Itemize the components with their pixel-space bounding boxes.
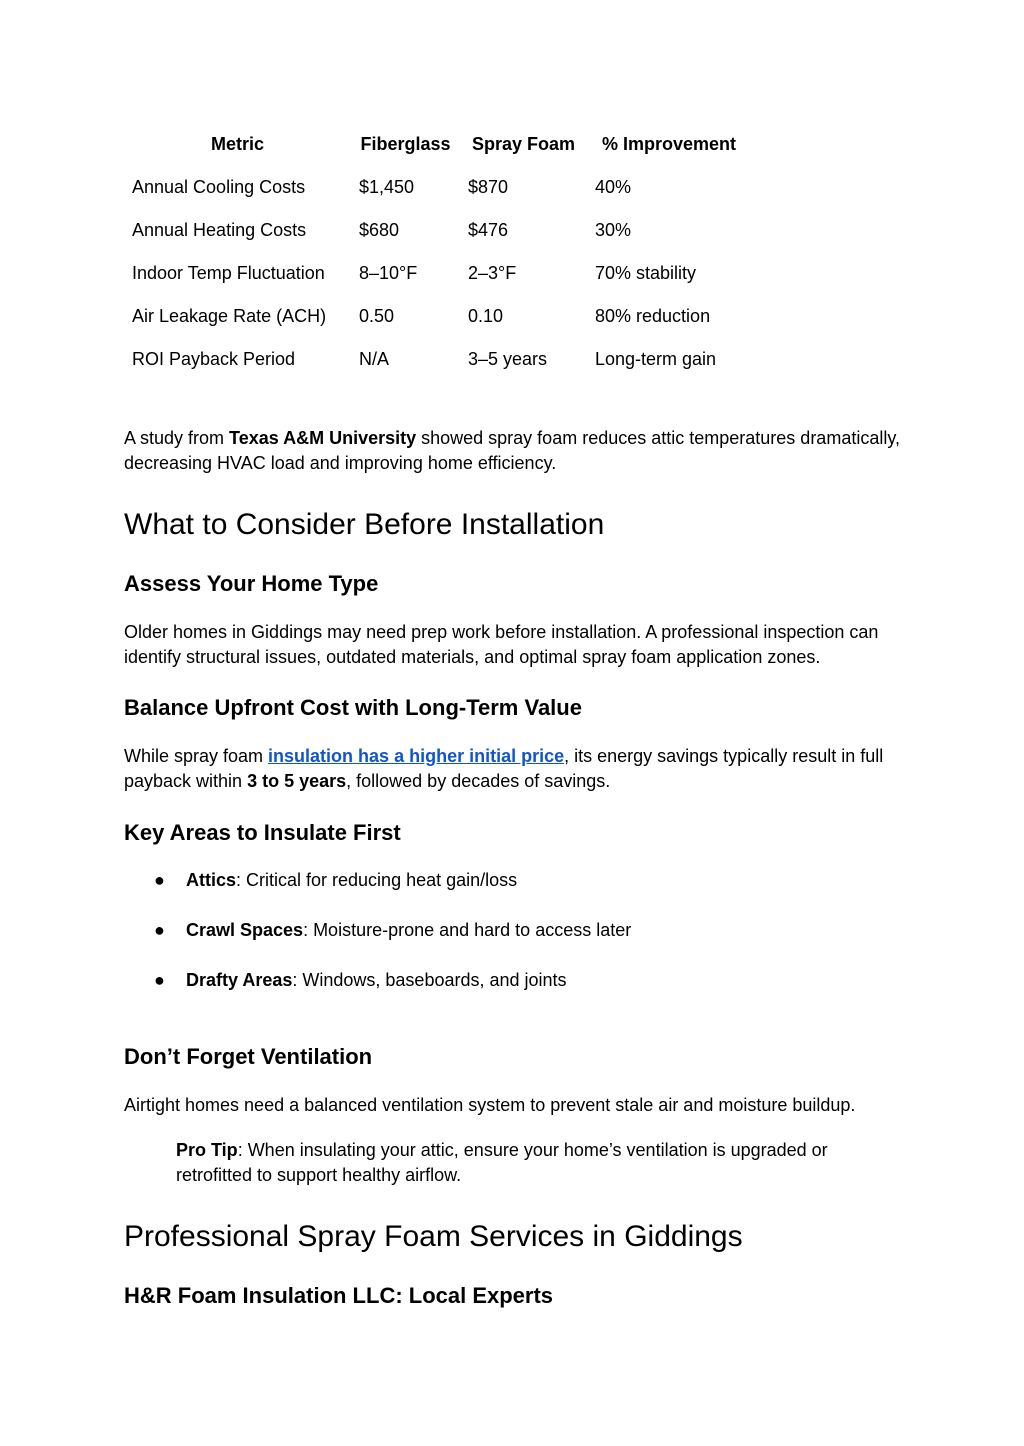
- cell-fiberglass: $1,450: [359, 177, 415, 197]
- payback-years: 3 to 5 years: [247, 771, 347, 791]
- list-item-desc: : Moisture-prone and hard to access later: [303, 920, 632, 940]
- ventilation-paragraph: Airtight homes need a balanced ventilation system to prevent stale air and moisture buildup.: [124, 1095, 856, 1115]
- list-item-desc: : Windows, baseboards, and joints: [292, 970, 567, 990]
- study-suffix: showed spray foam reduces attic temperatures dramatically, decreasing HVAC load and improving home efficiency.: [124, 428, 900, 473]
- pro-tip: [176, 1138, 856, 1188]
- list-item-term: Drafty Areas: [186, 970, 293, 990]
- header-metric: Metric: [210, 134, 264, 154]
- section-heading-services: Professional Spray Foam Services in Giddings: [124, 1220, 743, 1253]
- cell-improvement: 40%: [595, 177, 632, 197]
- cell-metric: Annual Heating Costs: [132, 220, 307, 240]
- list-item: [124, 868, 631, 918]
- cell-improvement: 80% reduction: [595, 306, 711, 326]
- bullet-icon: ●: [154, 920, 165, 940]
- subheading-assess: Assess Your Home Type: [124, 571, 379, 596]
- balance-prefix: While spray foam: [124, 746, 269, 766]
- table-row: [124, 166, 751, 209]
- cell-metric: ROI Payback Period: [132, 349, 296, 369]
- cell-improvement: Long-term gain: [595, 349, 717, 369]
- header-improvement: % Improvement: [601, 134, 737, 154]
- cell-spray-foam: 2–3°F: [468, 263, 517, 283]
- list-item-desc: : Critical for reducing heat gain/loss: [236, 870, 518, 890]
- assess-paragraph: Older homes in Giddings may need prep work before installation. A professional inspection can identify structural issues, outdated materials, and optimal spray foam application zones.: [124, 622, 879, 667]
- table-header-row: [124, 124, 751, 166]
- table-row: [124, 252, 751, 295]
- cell-spray-foam: 3–5 years: [468, 349, 548, 369]
- list-item-term: Attics: [186, 870, 237, 890]
- subheading-balance: Balance Upfront Cost with Long-Term Value: [124, 695, 582, 720]
- list-item-term: Crawl Spaces: [186, 920, 304, 940]
- cell-spray-foam: $870: [468, 177, 509, 197]
- list-item: [124, 968, 631, 1018]
- cell-improvement: 70% stability: [595, 263, 697, 283]
- table-row: [124, 338, 751, 381]
- cell-spray-foam: 0.10: [468, 306, 504, 326]
- balance-paragraph: [124, 744, 914, 794]
- cell-fiberglass: 0.50: [359, 306, 395, 326]
- header-spray-foam: Spray Foam: [471, 134, 576, 154]
- cell-fiberglass: N/A: [359, 349, 390, 369]
- cell-metric: Annual Cooling Costs: [132, 177, 306, 197]
- bullet-icon: ●: [154, 870, 165, 890]
- balance-suffix: , followed by decades of savings.: [346, 771, 611, 791]
- pro-tip-label: Pro Tip: [176, 1140, 238, 1160]
- balance-middle: , its energy savings typically result in full payback within: [124, 746, 884, 791]
- cell-improvement: 30%: [595, 220, 632, 240]
- subheading-ventilation: Don’t Forget Ventilation: [124, 1044, 373, 1069]
- table-row: [124, 295, 751, 338]
- table-row: [124, 209, 751, 252]
- bullet-icon: ●: [154, 970, 165, 990]
- key-areas-list: [124, 868, 631, 1018]
- header-fiberglass: Fiberglass: [360, 134, 451, 154]
- comparison-table: [124, 124, 751, 381]
- cell-fiberglass: $680: [359, 220, 400, 240]
- cell-metric: Air Leakage Rate (ACH): [132, 306, 327, 326]
- list-item: [124, 918, 631, 968]
- cell-fiberglass: 8–10°F: [359, 263, 418, 283]
- cell-metric: Indoor Temp Fluctuation: [132, 263, 325, 283]
- section-heading-consider: What to Consider Before Installation: [124, 508, 605, 541]
- cell-spray-foam: $476: [468, 220, 509, 240]
- study-prefix: A study from: [124, 428, 230, 448]
- study-university: Texas A&M University: [229, 428, 417, 448]
- initial-price-link[interactable]: insulation has a higher initial price: [268, 746, 565, 766]
- pro-tip-text: : When insulating your attic, ensure your home’s ventilation is upgraded or retrofitted to support healthy airflow.: [176, 1140, 828, 1185]
- study-paragraph: [124, 426, 914, 476]
- subheading-key-areas: Key Areas to Insulate First: [124, 820, 401, 845]
- subheading-local-experts: H&R Foam Insulation LLC: Local Experts: [124, 1283, 554, 1308]
